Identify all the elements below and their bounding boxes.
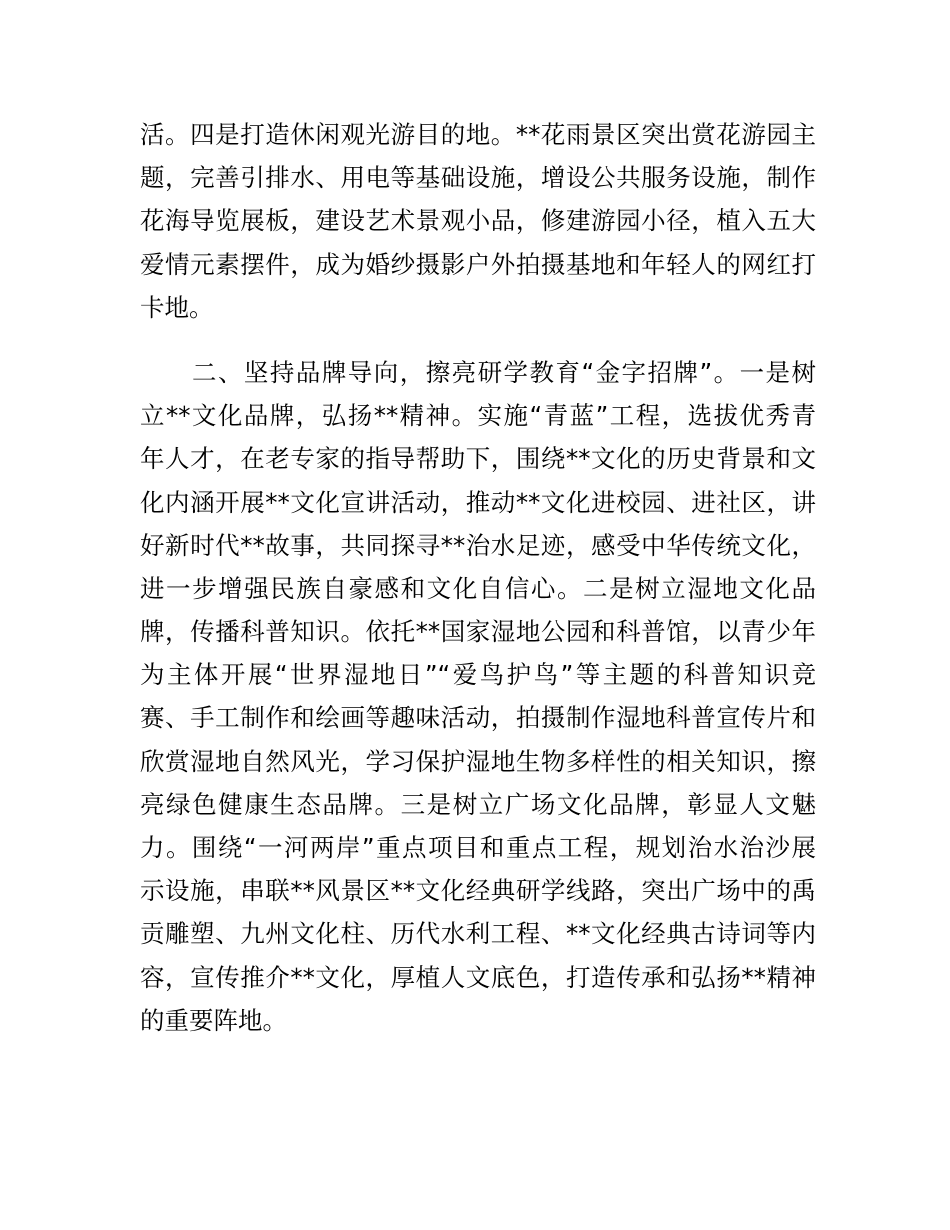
- paragraph-line: 好新时代**故事，共同探寻**治水足迹，感受中华传统文化，: [140, 530, 816, 560]
- paragraph-line: 活。四是打造休闲观光游目的地。**花雨景区突出赏花游园主: [140, 120, 816, 149]
- paragraph-line: 欣赏湿地自然风光，学习保护湿地生物多样性的相关知识，擦: [140, 746, 816, 776]
- paragraph-line: 年人才，在老专家的指导帮助下，围绕**文化的历史背景和文: [140, 444, 816, 474]
- paragraph-line: 牌，传播科普知识。依托**国家湿地公园和科普馆，以青少年: [140, 617, 816, 647]
- paragraph-line: 花海导览展板，建设艺术景观小品，修建游园小径，植入五大: [140, 206, 816, 236]
- paragraph-line: 进一步增强民族自豪感和文化自信心。二是树立湿地文化品: [140, 573, 816, 603]
- paragraph-2: [140, 351, 816, 1042]
- paragraph-line: 赛、手工制作和绘画等趣味活动，拍摄制作湿地科普宣传片和: [140, 703, 816, 733]
- paragraph-gap: [140, 329, 816, 351]
- paragraph-line: 立**文化品牌，弘扬**精神。实施“青蓝”工程，选拔优秀青: [140, 401, 816, 431]
- document-body: [140, 113, 816, 1042]
- paragraph-1: [140, 113, 816, 329]
- paragraph-line: 的重要阵地。: [140, 1005, 287, 1035]
- paragraph-line: 贡雕塑、九州文化柱、历代水利工程、**文化经典古诗词等内: [140, 919, 816, 949]
- paragraph-line: 爱情元素摆件，成为婚纱摄影户外拍摄基地和年轻人的网红打: [140, 249, 816, 279]
- paragraph-line: 题，完善引排水、用电等基础设施，增设公共服务设施，制作: [140, 163, 816, 193]
- paragraph-line: 容，宣传推介**文化，厚植人文底色，打造传承和弘扬**精神: [140, 962, 816, 992]
- paragraph-line: 为主体开展“世界湿地日”“爱鸟护鸟”等主题的科普知识竞: [140, 660, 816, 690]
- paragraph-line: 卡地。: [140, 292, 214, 322]
- paragraph-line: 二、坚持品牌导向，擦亮研学教育“金字招牌”。一是树: [192, 357, 816, 387]
- paragraph-line: 亮绿色健康生态品牌。三是树立广场文化品牌，彰显人文魅: [140, 789, 816, 819]
- paragraph-line: 力。围绕“一河两岸”重点项目和重点工程，规划治水治沙展: [140, 833, 816, 862]
- paragraph-line: 示设施，串联**风景区**文化经典研学线路，突出广场中的禹: [140, 876, 816, 906]
- paragraph-line: 化内涵开展**文化宣讲活动，推动**文化进校园、进社区，讲: [140, 487, 816, 517]
